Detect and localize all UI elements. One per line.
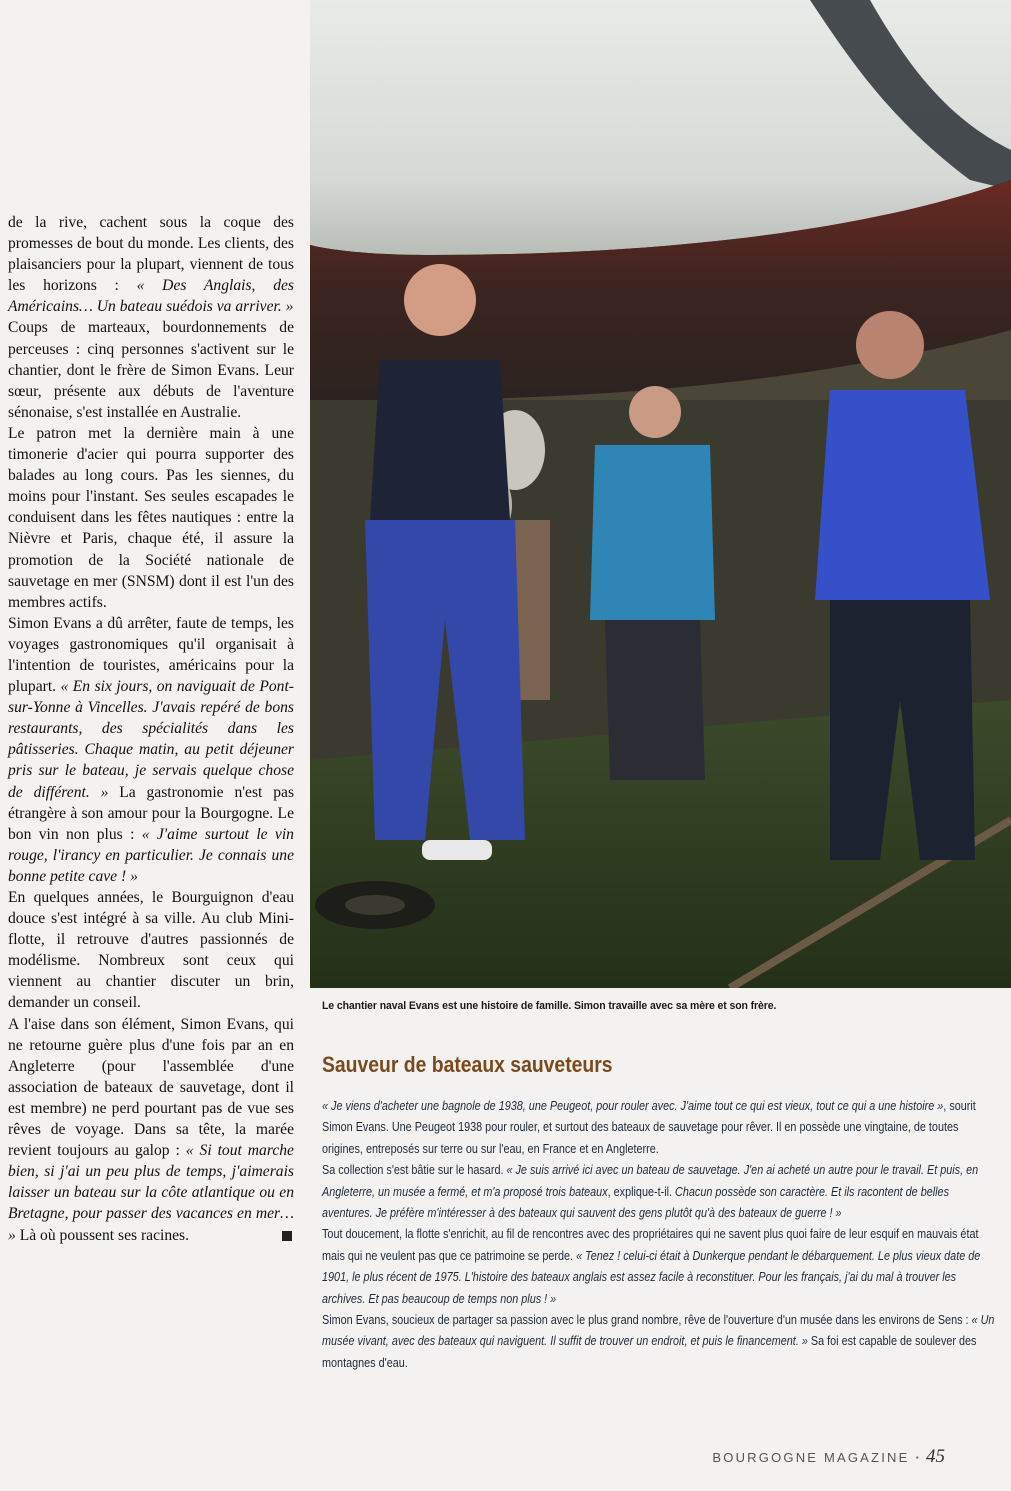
page-number: 45	[926, 1446, 945, 1467]
page-footer	[712, 1446, 945, 1468]
photo-caption: Le chantier naval Evans est une histoire de famille. Simon travaille avec sa mère et son frère.	[322, 1000, 777, 1012]
article-paragraph: Le patron met la dernière main à une timonerie d'acier qui pourra supporter des balades au long cours. Pas les siennes, du moins pour l'instant. Ses seules escapades le conduisent dans les fêtes nautiques : entre la Nièvre et Paris, chaque été, il assure la promotion de la Société nationale de sauvetage en mer (SNSM) dont il est l'un des membres actifs.	[8, 424, 294, 611]
quote: « En six jours, on naviguait de Pont-sur-Yonne à Vincelles. J'avais repéré de bons restaurants, des spécialités dans les pâtisseries. Chaque matin, au petit déjeuner pris sur le bateau, je servais quelque chose de différent. »	[8, 678, 294, 801]
magazine-name: BOURGOGNE MAGAZINE	[712, 1450, 910, 1465]
sidebar-article	[322, 1052, 1011, 1374]
sidebar-paragraph: Simon Evans, soucieux de partager sa passion avec le plus grand nombre, rêve de l'ouverture d'un musée dans les environs de Sens : « Un musée vivant, avec des bateaux qui naviguent. Il suffit de trouver un endroit, et puis le financement. » Sa foi est capable de soulever des montagnes d'eau.	[322, 1313, 995, 1370]
quote: Chacun possède son caractère. Et ils racontent de belles aventures. Je préfère m'intéresser à des bateaux qui sauvent des gens plutôt qu'à des bateaux de guerre ! »	[322, 1184, 949, 1221]
quote: « J'aime surtout le vin rouge, l'irancy en particulier. Je connais une bonne petite cave ! »	[8, 825, 294, 885]
article-paragraph: Simon Evans a dû arrêter, faute de temps, les voyages gastronomiques qu'il organisait à l'intention de touristes, américains pour la plupart. « En six jours, on naviguait de Pont-sur-Yonne à Vincelles. J'avais repéré de bons restaurants, des spécialités dans les pâtisseries. Chaque matin, au petit déjeuner pris sur le bateau, je servais quelque chose de différent. » La gastronomie n'est pas étrangère à son amour pour la Bourgogne. Le bon vin non plus : « J'aime surtout le vin rouge, l'irancy en particulier. Je connais une bonne petite cave ! »	[8, 614, 295, 885]
quote: « Tenez ! celui-ci était à Dunkerque pendant le débarquement. Le plus vieux date de 1901, le plus récent de 1975. L'histoire des bateaux anglais est assez facile à reconstituer. Pour les français, j'ai du mal à trouver les archives. Et pas beaucoup de temps non plus ! »	[322, 1248, 981, 1306]
footer-separator: ·	[915, 1450, 922, 1465]
quote: « Des Anglais, des Américains… Un bateau suédois va arriver. »	[8, 277, 294, 316]
article-paragraph: de la rive, cachent sous la coque des promesses de bout du monde. Les clients, des plaisanciers pour la plupart, viennent de tous les horizons : « Des Anglais, des Américains… Un bateau suédois va arriver. »	[8, 214, 294, 316]
quote: « Un musée vivant, avec des bateaux qui naviguent. Il suffit de trouver un endroit, et puis le financement. »	[322, 1313, 995, 1349]
sidebar-paragraph: Tout doucement, la flotte s'enrichit, au fil de rencontres avec des propriétaires qui ne savent plus quoi faire de leur esquif en mauvais état mais qui ne veulent pas que ce patrimoine se perde. « Tenez ! celui-ci était à Dunkerque pendant le débarquement. Le plus vieux date de 1901, le plus récent de 1975. L'histoire des bateaux anglais est assez facile à reconstituer. Pour les français, j'ai du mal à trouver les archives. Et pas beaucoup de temps non plus ! »	[322, 1227, 981, 1306]
sidebar-title: Sauveur de bateaux sauveteurs	[322, 1052, 613, 1077]
sidebar-paragraph: « Je viens d'acheter une bagnole de 1938, une Peugeot, pour rouler avec. J'aime tout ce qui est vieux, tout ce qui a une histoire », sourit Simon Evans. Une Peugeot 1938 pour rouler, et surtout des bateaux de sauvetage pour rêver. Il en possède une vingtaine, de toutes origines, entreposés sur terre ou sur l'eau, en France et en Angleterre.	[322, 1099, 976, 1156]
article-paragraph: Coups de marteaux, bourdonnements de perceuses : cinq personnes s'activent sur le chantier, dont le frère de Simon Evans. Leur sœur, présente aux débuts de l'aventure sénonaise, s'est installée en Australie.	[8, 319, 294, 421]
quote: « Si tout marche bien, si j'ai un peu plus de temps, j'aimerais laisser un bateau sur la côte atlantique ou en Bretagne, pour passer des vacances en mer… »	[8, 1142, 294, 1244]
sidebar-paragraph: Sa collection s'est bâtie sur le hasard. « Je suis arrivé ici avec un bateau de sauvetage. J'en ai acheté un autre pour le travail. Et puis, en Angleterre, un musée a fermé, et m'a proposé trois bateaux, explique-t-il. Chacun possède son caractère. Et ils racontent de belles aventures. Je préfère m'intéresser à des bateaux qui sauvent des gens plutôt qu'à des bateaux de guerre ! »	[322, 1163, 979, 1221]
article-left-column	[8, 212, 294, 1246]
article-paragraph: En quelques années, le Bourguignon d'eau douce s'est intégré à sa ville. Au club Mini-flotte, il retrouve d'autres passionnés de modélisme. Nombreux sont ceux qui viennent au chantier discuter un brin, demander un conseil.	[8, 889, 294, 1012]
photo-illustration	[310, 0, 1011, 988]
photo-evans-family-shipyard	[310, 0, 1011, 988]
quote: « Je suis arrivé ici avec un bateau de sauvetage. J'en ai acheté un autre pour le travail. Et puis, en Angleterre, un musée a fermé, et m'a proposé trois bateaux	[322, 1163, 979, 1199]
end-of-article-square-icon	[282, 1231, 292, 1241]
article-paragraph: A l'aise dans son élément, Simon Evans, qui ne retourne guère plus d'une fois par an en Angleterre (pour l'assemblée d'une association de bateaux de sauvetage, dont il est membre) ne perd pourtant pas de vue ses rêves de voyage. Dans sa tête, la marée revient toujours au galop : « Si tout marche bien, si j'ai un peu plus de temps, j'aimerais laisser un bateau sur la côte atlantique ou en Bretagne, pour passer des vacances en mer… » Là où poussent ses racines.	[8, 1015, 294, 1244]
quote: « Je viens d'acheter une bagnole de 1938, une Peugeot, pour rouler avec. J'aime tout ce qui est vieux, tout ce qui a une histoire »	[322, 1099, 944, 1113]
sidebar-body	[322, 1096, 1001, 1374]
